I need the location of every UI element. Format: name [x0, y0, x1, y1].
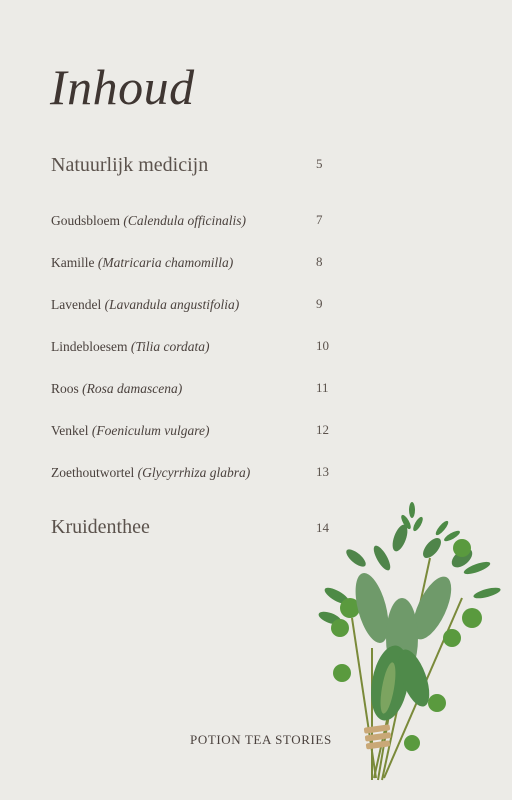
toc-section-label: Natuurlijk medicijn [51, 154, 209, 176]
toc-section-label: Kruidenthee [51, 516, 150, 538]
toc-page-number: 9 [316, 296, 323, 311]
toc-page-number: 12 [316, 422, 329, 437]
toc-page-number: 8 [316, 254, 323, 269]
entry-name: Venkel [51, 423, 89, 438]
toc-entry-label [51, 255, 233, 271]
herb-bouquet-icon [312, 498, 508, 790]
entry-name: Kamille [51, 255, 95, 270]
brand-footer: POTION TEA STORIES [190, 732, 332, 747]
toc-page-number: 11 [316, 380, 329, 395]
toc-page-number: 13 [316, 464, 329, 479]
toc-page-number: 7 [316, 212, 323, 227]
page-title: Inhoud [50, 59, 195, 115]
toc-entry-label [51, 213, 246, 229]
toc-page-number: 14 [316, 520, 329, 535]
entry-name: Lavendel [51, 297, 102, 312]
entry-name: Zoethoutwortel [51, 465, 135, 480]
toc-page-number: 10 [316, 338, 329, 353]
toc-entry-label [51, 297, 239, 313]
entry-name: Roos [51, 381, 79, 396]
entry-latin-name: (Matricaria chamomilla) [97, 255, 234, 270]
toc-entry-label [51, 465, 250, 481]
toc-entry-label [51, 339, 210, 355]
entry-latin-name: (Glycyrrhiza glabra) [137, 465, 251, 480]
entry-name: Goudsbloem [51, 213, 120, 228]
entry-latin-name: (Tilia cordata) [130, 339, 210, 354]
entry-name: Lindebloesem [51, 339, 128, 354]
toc-entry-label [51, 423, 209, 439]
entry-latin-name: (Calendula officinalis) [123, 213, 246, 228]
toc-entry-label [51, 381, 182, 397]
entry-latin-name: (Rosa damascena) [82, 381, 183, 396]
entry-latin-name: (Lavandula angustifolia) [104, 297, 240, 312]
toc-page-number: 5 [316, 156, 323, 171]
entry-latin-name: (Foeniculum vulgare) [91, 423, 210, 438]
